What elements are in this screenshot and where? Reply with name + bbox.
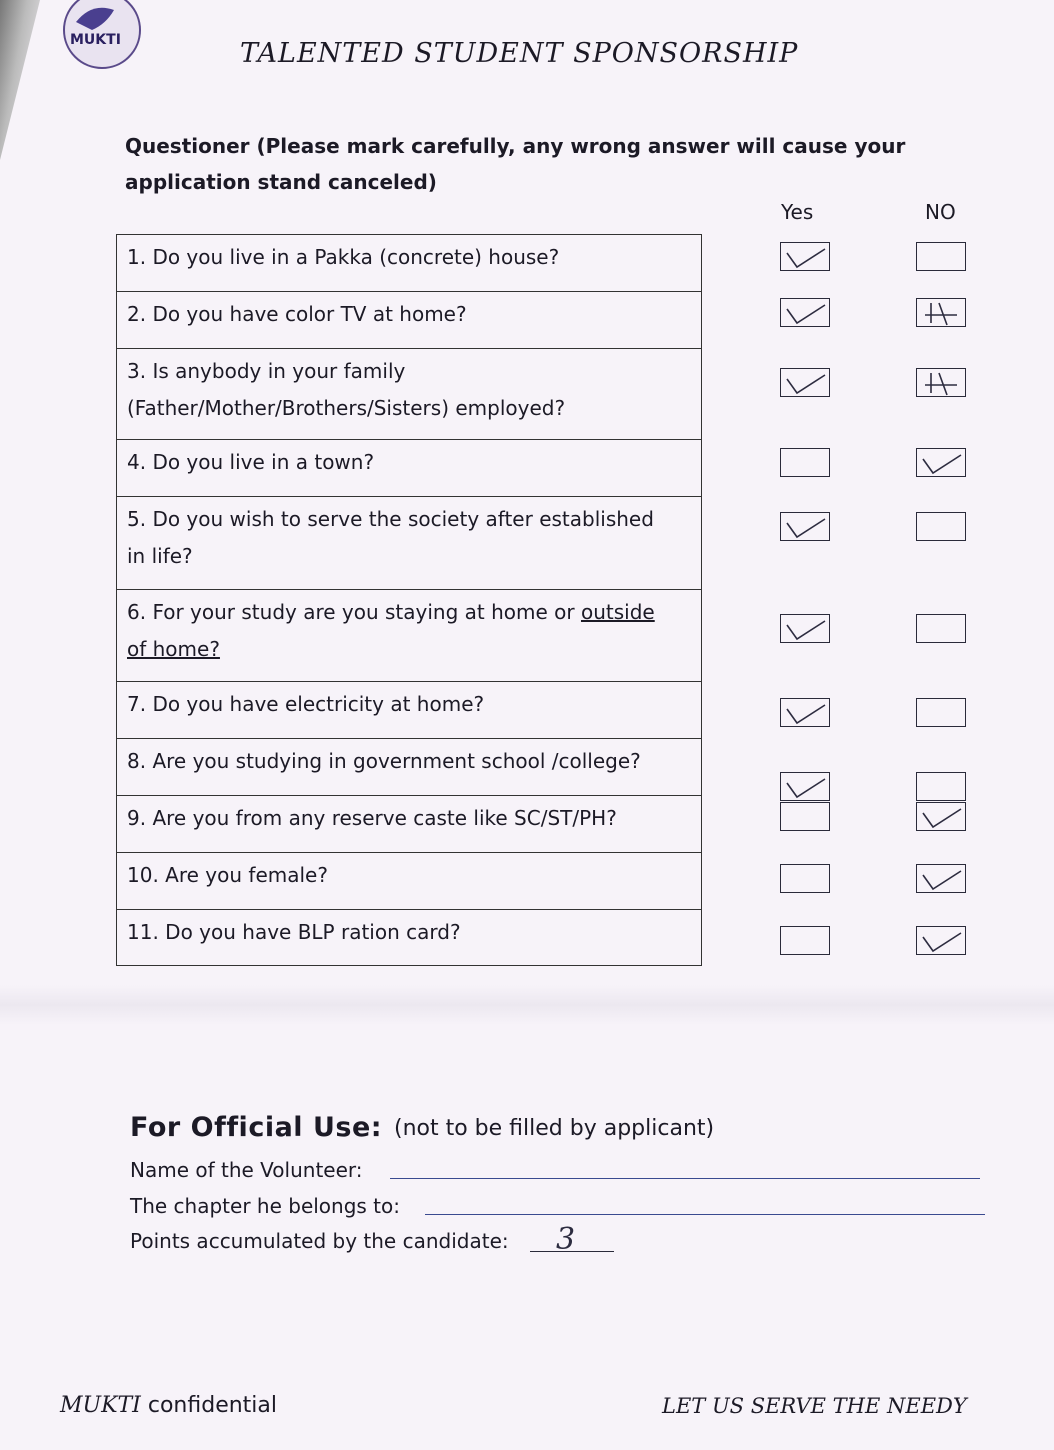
question-text-continued: in life?	[127, 544, 193, 568]
no-checkbox-q4[interactable]	[916, 448, 966, 477]
question-text: 4. Do you live in a town?	[127, 450, 375, 474]
points-value: 3	[556, 1222, 576, 1257]
question-text: 9. Are you from any reserve caste like SC/ST/PH?	[127, 806, 617, 830]
question-text: 1. Do you live in a Pakka (concrete) house?	[127, 245, 560, 269]
question-text: 3. Is anybody in your family	[127, 359, 406, 383]
paper-fold	[0, 985, 1054, 1025]
question-text: 5. Do you wish to serve the society after established	[127, 507, 654, 531]
question-row	[117, 852, 701, 909]
chapter-field[interactable]	[425, 1200, 985, 1215]
instructions-text: Questioner (Please mark carefully, any wrong answer will cause your application stand canceled)	[125, 134, 906, 194]
yes-checkbox-q8[interactable]	[780, 772, 830, 801]
points-label: Points accumulated by the candidate:	[130, 1229, 509, 1253]
yes-checkbox-q6[interactable]	[780, 614, 830, 643]
no-column-header: NO	[925, 200, 956, 224]
question-text-continued: of home?	[127, 637, 220, 661]
official-use-note: (not to be filled by applicant)	[394, 1116, 715, 1141]
no-checkbox-q6[interactable]	[916, 614, 966, 643]
official-use-heading: For Official Use:	[130, 1112, 383, 1143]
question-row	[117, 795, 701, 852]
footer-brand: MUKTI	[60, 1393, 141, 1418]
question-row	[117, 496, 701, 589]
question-text: 10. Are you female?	[127, 863, 328, 887]
question-row	[117, 439, 701, 496]
question-text: 2. Do you have color TV at home?	[127, 302, 467, 326]
chapter-label: The chapter he belongs to:	[130, 1194, 400, 1218]
yes-checkbox-q10[interactable]	[780, 864, 830, 893]
page-title: TALENTED STUDENT SPONSORSHIP	[240, 38, 799, 69]
question-row	[117, 681, 701, 738]
yes-checkbox-q4[interactable]	[780, 448, 830, 477]
no-checkbox-q5[interactable]	[916, 512, 966, 541]
no-checkbox-q10[interactable]	[916, 864, 966, 893]
no-checkbox-q9[interactable]	[916, 802, 966, 831]
logo-text: MUKTI	[70, 32, 121, 48]
yes-checkbox-q7[interactable]	[780, 698, 830, 727]
footer-confidential	[60, 1393, 277, 1418]
yes-checkbox-q3[interactable]	[780, 368, 830, 397]
question-row	[117, 291, 701, 348]
footer-confidential-text: confidential	[147, 1393, 278, 1418]
page-edge-shadow	[0, 0, 40, 160]
question-underlined-word: outside	[580, 600, 655, 624]
question-text: 6. For your study are you staying at home or	[127, 600, 581, 624]
question-row	[117, 235, 701, 291]
question-row	[117, 909, 701, 966]
yes-checkbox-q9[interactable]	[780, 802, 830, 831]
volunteer-field[interactable]	[390, 1164, 980, 1179]
yes-column-header: Yes	[781, 200, 814, 224]
no-checkbox-q2[interactable]	[916, 298, 966, 327]
yes-checkbox-q2[interactable]	[780, 298, 830, 327]
question-text: 8. Are you studying in government school /college?	[127, 749, 641, 773]
question-row	[117, 348, 701, 439]
no-checkbox-q1[interactable]	[916, 242, 966, 271]
yes-checkbox-q11[interactable]	[780, 926, 830, 955]
question-text: 11. Do you have BLP ration card?	[127, 920, 461, 944]
yes-checkbox-q5[interactable]	[780, 512, 830, 541]
question-row	[117, 589, 701, 681]
yes-checkbox-q1[interactable]	[780, 242, 830, 271]
volunteer-label: Name of the Volunteer:	[130, 1158, 363, 1182]
question-text: 7. Do you have electricity at home?	[127, 692, 485, 716]
footer-motto: LET US SERVE THE NEEDY	[662, 1394, 967, 1418]
mukti-logo	[62, 0, 146, 70]
question-text-continued: (Father/Mother/Brothers/Sisters) employed?	[127, 396, 566, 420]
question-row	[117, 738, 701, 795]
no-checkbox-q8[interactable]	[916, 772, 966, 801]
no-checkbox-q3[interactable]	[916, 368, 966, 397]
questions-table	[116, 234, 702, 966]
no-checkbox-q11[interactable]	[916, 926, 966, 955]
no-checkbox-q7[interactable]	[916, 698, 966, 727]
